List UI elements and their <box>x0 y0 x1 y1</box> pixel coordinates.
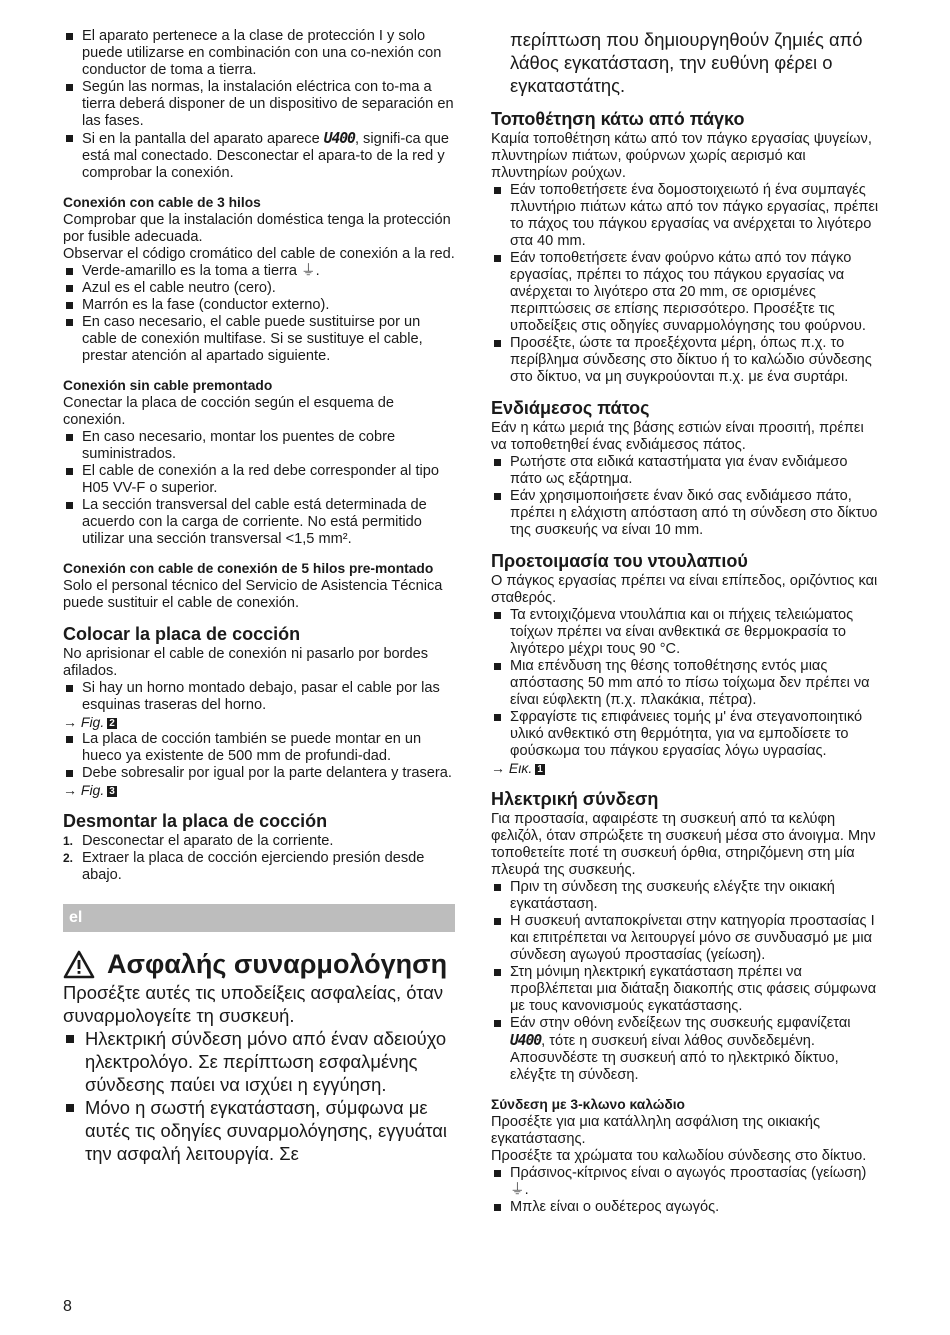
figure-label: Εικ. <box>508 760 533 776</box>
list-item: Μια επένδυση της θέσης τοποθέτησης εντός μιας απόστασης 50 mm από το πίσω τοίχωμα δεν πρέπει να είναι εύφλεκτη (π.χ. πλακάκια, πέτρα). <box>491 658 883 709</box>
paragraph: Εάν η κάτω μεριά της βάσης εστιών είναι προσιτή, πρέπει να τοποθετηθεί ένας ενδιάμεσος πάτος. <box>491 420 864 453</box>
list-item <box>63 833 455 850</box>
intro-bullet-list <box>63 28 455 182</box>
list-item: Μπλε είναι ο ουδέτερος αγωγός. <box>491 1199 883 1216</box>
section-heading: Conexión con cable de 3 hilos <box>63 195 261 210</box>
list-item: En caso necesario, montar los puentes de cobre suministrados. <box>63 429 455 463</box>
bullet-list <box>491 454 883 539</box>
section-heading: Σύνδεση με 3-κλωνο καλώδιο <box>491 1097 685 1112</box>
paragraph: Προσέξτε αυτές τις υποδείξεις ασφαλείας, όταν συναρμολογείτε τη συσκευή. <box>63 982 444 1026</box>
paragraph: Observar el código cromático del cable de conexión a la red. <box>63 246 455 262</box>
bullet-list <box>63 680 455 714</box>
paragraph: περίπτωση που δημιουργηθούν ζημιές από λάθος εγκατάσταση, την ευθύνη φέρει ο εγκαταστάτης. <box>510 29 863 96</box>
paragraph: Προσέξτε για μια κατάλληλη ασφάλιση της οικιακής εγκατάστασης. <box>491 1114 821 1147</box>
list-item <box>63 263 455 280</box>
list-item: Στη μόνιμη ηλεκτρική εγκατάσταση πρέπει να προβλέπεται μια διάταξη διακοπής στις φάσεις σύμφωνα με τους κανονισμούς εγκατάστασης. <box>491 964 883 1015</box>
list-item <box>63 130 455 182</box>
figure-reference: → Fig. 2 <box>63 714 115 730</box>
text-fragment: Εάν στην οθόνη ενδείξεων της συσκευής εμφανίζεται <box>510 1015 851 1031</box>
list-item: Τα εντοιχιζόμενα ντουλάπια και οι πήχεις τελειώματος τοίχων πρέπει να είναι ανθεκτικά σε θερμοκρασία το λιγότερο μέχρι τους 90 °C. <box>491 607 883 658</box>
text-fragment: . <box>347 531 352 547</box>
paragraph: Solo el personal técnico del Servicio de Asistencia Técnica puede sustituir el cable de conexión. <box>63 578 443 611</box>
left-column <box>63 28 455 1165</box>
safety-heading <box>63 948 455 980</box>
text-fragment: Verde-amarillo es la toma a tierra <box>82 263 301 279</box>
paragraph: Προσέξτε τα χρώματα του καλωδίου σύνδεσης στο δίκτυο. <box>491 1148 867 1164</box>
text-fragment: , τότε η συσκευή είναι λάθος συνδεδεμένη. Αποσυνδέστε τη συσκευή από το ηλεκτρικό δίκτυο, ελέγξτε τη σύνδεση. <box>510 1033 839 1083</box>
list-item <box>63 497 455 548</box>
wire-color-list <box>491 1165 883 1216</box>
paragraph: Ο πάγκος εργασίας πρέπει να είναι επίπεδος, οριζόντιος και σταθερός. <box>491 573 878 606</box>
list-item <box>491 1015 883 1084</box>
section-heading: Προετοιμασία του ντουλαπιού <box>491 551 748 571</box>
list-item: Εάν τοποθετήσετε έναν φούρνο κάτω από τον πάγκο εργασίας, πρέπει το πάχος του πάγκου εργασίας να ανέρχεται το λιγότερο στα 20 mm, σε ορισμένες περιπτώσεις σε επίσης περισσότερο. Προσέξτε τις υποδείξεις στις οδηγίες συναρμολόγησης του φούρνου. <box>491 250 883 335</box>
safety-title: Ασφαλής συναρμολόγηση <box>107 949 448 979</box>
list-item: La placa de cocción también se puede montar en un hueco ya existente de 500 mm de profundi-dad. <box>63 731 455 765</box>
list-item: Η συσκευή ανταποκρίνεται στην κατηγορία προστασίας I και επιτρέπεται να λειτουργεί μόνο σε συνδυασμό με μια σύνδεση αγωγού προστασίας (γείωση). <box>491 913 883 964</box>
continued-block <box>491 28 883 97</box>
section-heading: Desmontar la placa de cocción <box>63 811 328 831</box>
section-heading: Colocar la placa de cocción <box>63 624 301 644</box>
figure-reference: → Εικ. 1 <box>491 760 543 776</box>
list-item: Πριν τη σύνδεση της συσκευής ελέγξτε την οικιακή εγκατάσταση. <box>491 879 883 913</box>
list-item: El cable de conexión a la red debe corresponder al tipo H05 VV-F o superior. <box>63 463 455 497</box>
step-number: 1. <box>63 834 74 848</box>
text-fragment: La sección transversal del cable está determinada de acuerdo con la carga de corriente. No está permitido utilizar una sección transversal <1,5 mm² <box>82 497 427 547</box>
page-number: 8 <box>63 1298 72 1315</box>
list-item <box>63 850 455 884</box>
section-heading: Ηλεκτρική σύνδεση <box>491 789 659 809</box>
right-column <box>491 28 883 1216</box>
paragraph: Comprobar que la instalación doméstica tenga la protección por fusible adecuada. <box>63 212 451 245</box>
list-item: Μόνο η σωστή εγκατάσταση, σύμφωνα με αυτές τις οδηγίες συναρμολόγησης, εγγυάται την ασφαλή λειτουργία. Σε <box>63 1096 455 1165</box>
text-fragment: . <box>315 263 320 279</box>
list-item: Ρωτήστε στα ειδικά καταστήματα για έναν ενδιάμεσο πάτο ως εξάρτημα. <box>491 454 883 488</box>
wire-color-list <box>63 263 455 365</box>
text-fragment: , signifi-ca que está mal conectado. Desconectar el apara-to de la red y comprobar la conexión. <box>82 131 450 181</box>
list-item: Marrón es la fase (conductor externo). <box>63 297 455 314</box>
display-code: U400 <box>323 130 355 147</box>
figure-label: Fig. <box>80 714 105 730</box>
paragraph: Για προστασία, αφαιρέστε τη συσκευή από τα κελύφη φελιζόλ, όταν σπρώξετε τη συσκευή μέσα στο άνοιγμα. Μην τοποθετείτε ποτέ τη συσκευή όρθια, στηριζόμενη στη μία πλευρά της συσκευής. <box>491 811 876 878</box>
figure-label: Fig. <box>80 782 105 798</box>
step-text: Desconectar el aparato de la corriente. <box>82 833 334 849</box>
step-text: Extraer la placa de cocción ejerciendo presión desde abajo. <box>82 850 425 883</box>
list-item: En caso necesario, el cable puede sustituirse por un cable de conexión multifase. Si se sustituye el cable, prestar atención al apartado siguiente. <box>63 314 455 365</box>
list-item: Εάν τοποθετήσετε ένα δομοστοιχειωτό ή ένα συμπαγές πλυντήριο πιάτων κάτω από τον πάγκο εργασίας, πρέπει το πάχος του πάγκου εργασίας να ανέρχεται το λιγότερο στα 40 mm. <box>491 182 883 250</box>
list-item: Προσέξτε, ώστε τα προεξέχοντα μέρη, όπως π.χ. το περίβλημα σύνδεσης στο δίκτυο ή το καλώδιο σύνδεσης στο δίκτυο, να μη συγκρούονται π.χ. με ένα συρτάρι. <box>491 335 883 386</box>
text-fragment: Si en la pantalla del aparato aparece <box>82 131 324 147</box>
language-bar: el <box>63 904 455 932</box>
list-item <box>491 1165 883 1199</box>
paragraph: No aprisionar el cable de conexión ni pasarlo por bordes afilados. <box>63 646 429 679</box>
section-heading: Conexión con cable de conexión de 5 hilos pre-montado <box>63 561 434 576</box>
step-number: 2. <box>63 851 74 865</box>
earth-symbol-icon: ⏚ <box>301 263 316 279</box>
section-heading: Ενδιάμεσος πάτος <box>491 398 650 418</box>
section-heading: Conexión sin cable premontado <box>63 378 273 393</box>
bullet-list <box>63 731 455 782</box>
paragraph: Καμία τοποθέτηση κάτω από τον πάγκο εργασίας ψυγείων, πλυντηρίων πιάτων, φούρνων χωρίς αερισμό και πλυντηρίων ρούχων. <box>491 131 872 181</box>
list-item: Ηλεκτρική σύνδεση μόνο από έναν αδειούχο ηλεκτρολόγο. Σε περίπτωση εσφαλμένης σύνδεσης παύει να ισχύει η εγγύηση. <box>63 1027 455 1096</box>
bullet-list <box>491 182 883 386</box>
display-code: U400 <box>510 1032 542 1049</box>
numbered-list <box>63 833 455 884</box>
figure-number: 3 <box>109 786 115 797</box>
paragraph: Conectar la placa de cocción según el esquema de conexión. <box>63 395 395 428</box>
bullet-list <box>491 607 883 760</box>
bullet-list <box>491 879 883 1084</box>
warning-icon <box>63 950 95 979</box>
section-heading: Τοποθέτηση κάτω από πάγκο <box>491 109 745 129</box>
figure-number: 1 <box>537 764 543 775</box>
list-item: Si hay un horno montado debajo, pasar el cable por las esquinas traseras del horno. <box>63 680 455 714</box>
bullet-list <box>63 1027 455 1165</box>
list-item: Εάν χρησιμοποιήσετε έναν δικό σας ενδιάμεσο πάτο, πρέπει η ελάχιστη απόσταση από τη σύνδεση στο δίκτυο της συσκευής να είναι 10 mm. <box>491 488 883 539</box>
figure-reference: → Fig. 3 <box>63 782 115 798</box>
list-item: El aparato pertenece a la clase de protección I y solo puede utilizarse en combinación con una co-nexión con conductor de toma a tierra. <box>63 28 455 79</box>
text-fragment: . <box>524 1182 529 1198</box>
bullet-list <box>63 429 455 548</box>
list-item: Debe sobresalir por igual por la parte delantera y trasera. <box>63 765 455 782</box>
list-item: Azul es el cable neutro (cero). <box>63 280 455 297</box>
safety-block <box>63 981 455 1165</box>
text-fragment: Πράσινος-κίτρινος είναι ο αγωγός προστασίας (γείωση) <box>510 1165 867 1181</box>
list-item: Según las normas, la instalación eléctrica con to-ma a tierra deberá disponer de un dispositivo de separación en las fases. <box>63 79 455 130</box>
figure-number: 2 <box>109 718 115 729</box>
list-item: Σφραγίστε τις επιφάνειες τομής μ' ένα στεγανοποιητικό υλικό ανθεκτικό στη θερμότητα, για να εμποδίσετε το φούσκωμα του πάγκου εργασίας λόγω υγρασίας. <box>491 709 883 760</box>
earth-symbol-icon: ⏚ <box>510 1182 525 1198</box>
